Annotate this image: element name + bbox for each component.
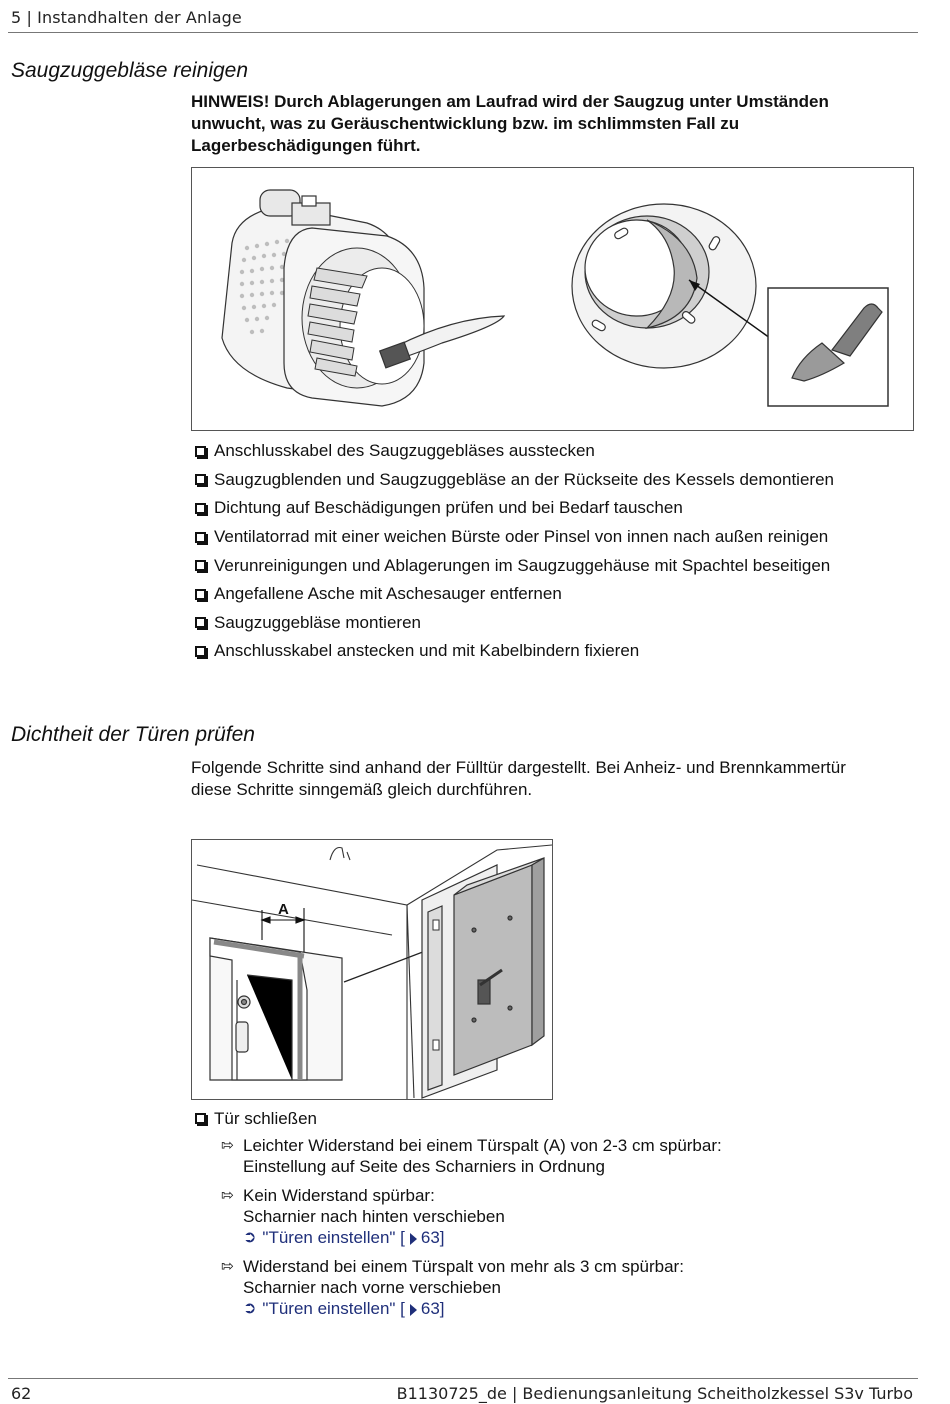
section-title-fan-cleaning: Saugzuggebläse reinigen bbox=[11, 59, 249, 82]
dimension-label-a: A bbox=[278, 901, 289, 918]
result-item bbox=[195, 1135, 895, 1177]
list-item bbox=[195, 494, 834, 523]
door-step bbox=[195, 1106, 317, 1130]
step-text: Saugzugblenden und Saugzuggebläse an der Rückseite des Kessels demontieren bbox=[214, 469, 834, 489]
door-illustration bbox=[192, 840, 552, 1099]
list-item bbox=[195, 437, 834, 466]
paragraph-line: Folgende Schritte sind anhand der Fülltür dargestellt. Bei Anheiz- und Brennkammertür bbox=[191, 758, 846, 777]
footer-divider bbox=[8, 1378, 918, 1379]
cross-reference-link[interactable] bbox=[243, 1227, 505, 1248]
result-line: Kein Widerstand spürbar: bbox=[243, 1186, 435, 1205]
checkbox-icon bbox=[195, 560, 206, 571]
list-item bbox=[195, 466, 834, 495]
list-item bbox=[195, 1106, 317, 1130]
checkbox-icon bbox=[195, 503, 206, 514]
running-header: 5 | Instandhalten der Anlage bbox=[11, 8, 242, 27]
list-item bbox=[195, 523, 834, 552]
list-item bbox=[195, 551, 834, 580]
step-text: Tür schließen bbox=[214, 1108, 317, 1128]
cross-reference-link[interactable] bbox=[243, 1298, 684, 1319]
fan-cleaning-steps bbox=[195, 437, 834, 666]
checkbox-icon bbox=[195, 617, 206, 628]
step-text: Verunreinigungen und Ablagerungen im Saugzuggehäuse mit Spachtel beseitigen bbox=[214, 555, 831, 575]
checkbox-icon bbox=[195, 446, 206, 457]
result-line: Widerstand bei einem Türspalt von mehr als 3 cm spürbar: bbox=[243, 1257, 684, 1276]
step-text: Angefallene Asche mit Aschesauger entfernen bbox=[214, 584, 562, 604]
step-text: Ventilatorrad mit einer weichen Bürste oder Pinsel von innen nach außen reinigen bbox=[214, 527, 829, 547]
link-arrow-icon: ➲ bbox=[243, 1300, 257, 1317]
step-text: Saugzuggebläse montieren bbox=[214, 612, 421, 632]
door-gap-figure bbox=[191, 839, 553, 1100]
result-arrow-icon: ⇰ bbox=[221, 1137, 234, 1154]
result-line: Scharnier nach hinten verschieben bbox=[243, 1207, 505, 1226]
checkbox-icon bbox=[195, 1113, 206, 1124]
header-divider bbox=[8, 32, 918, 33]
result-line: Leichter Widerstand bei einem Türspalt (A) von 2-3 cm spürbar: bbox=[243, 1136, 722, 1155]
link-page: 63] bbox=[420, 1228, 445, 1247]
fan-cleaning-figure bbox=[191, 167, 914, 431]
result-item bbox=[195, 1185, 895, 1248]
result-line: Scharnier nach vorne verschieben bbox=[243, 1278, 501, 1297]
page-pointer-icon bbox=[410, 1233, 417, 1245]
checkbox-icon bbox=[195, 532, 206, 543]
link-text: "Türen einstellen" [ bbox=[262, 1299, 405, 1318]
page-number: 62 bbox=[11, 1384, 32, 1403]
notice-line: unwucht, was zu Geräuschentwicklung bzw. im schlimmsten Fall zu bbox=[191, 114, 740, 133]
list-item bbox=[195, 637, 834, 666]
link-arrow-icon: ➲ bbox=[243, 1229, 257, 1246]
notice-text bbox=[191, 91, 891, 157]
checkbox-icon bbox=[195, 646, 206, 657]
link-text: "Türen einstellen" [ bbox=[262, 1228, 405, 1247]
paragraph-line: diese Schritte sinngemäß gleich durchführen. bbox=[191, 780, 533, 799]
list-item bbox=[195, 609, 834, 638]
step-text: Anschlusskabel anstecken und mit Kabelbindern fixieren bbox=[214, 641, 640, 661]
page-pointer-icon bbox=[410, 1304, 417, 1316]
result-line: Einstellung auf Seite des Scharniers in Ordnung bbox=[243, 1157, 605, 1176]
result-arrow-icon: ⇰ bbox=[221, 1258, 234, 1275]
door-check-intro bbox=[191, 757, 911, 801]
notice-line: HINWEIS! Durch Ablagerungen am Laufrad wird der Saugzug unter Umständen bbox=[191, 92, 829, 111]
result-list bbox=[195, 1135, 895, 1319]
link-page: 63] bbox=[420, 1299, 445, 1318]
result-item bbox=[195, 1256, 895, 1319]
step-text: Anschlusskabel des Saugzuggebläses ausstecken bbox=[214, 441, 595, 461]
checkbox-icon bbox=[195, 474, 206, 485]
notice-line: Lagerbeschädigungen führt. bbox=[191, 136, 421, 155]
list-item bbox=[195, 580, 834, 609]
fan-illustration bbox=[192, 168, 913, 430]
document-title: B1130725_de | Bedienungsanleitung Scheitholzkessel S3v Turbo bbox=[396, 1384, 913, 1403]
checkbox-icon bbox=[195, 589, 206, 600]
step-text: Dichtung auf Beschädigungen prüfen und bei Bedarf tauschen bbox=[214, 498, 683, 518]
result-arrow-icon: ⇰ bbox=[221, 1187, 234, 1204]
section-title-door-check: Dichtheit der Türen prüfen bbox=[11, 723, 255, 746]
